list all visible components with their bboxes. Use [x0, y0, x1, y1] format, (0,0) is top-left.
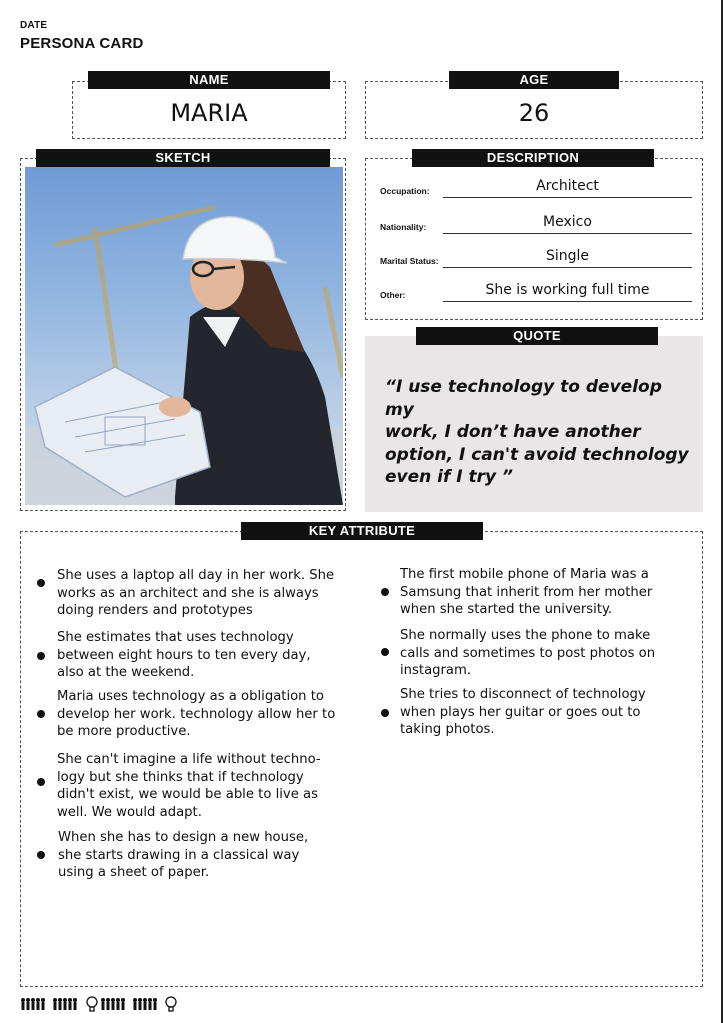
attribute-line: develop her work. technology allow her to: [57, 706, 336, 722]
persona-photo: [25, 167, 343, 505]
people-group-icon: [101, 998, 125, 1010]
description-row-other: [380, 280, 692, 302]
sketch-label: SKETCH: [36, 149, 330, 167]
description-row-occupation: [380, 176, 692, 198]
occupation-label: Occupation:: [380, 186, 430, 196]
bullet-icon: [37, 851, 45, 859]
attribute-line: She tries to disconnect of technology: [400, 687, 646, 702]
attribute-line: be more productive.: [57, 724, 191, 739]
attribute-right-2: [400, 627, 700, 680]
attribute-line: between eight hours to ten every day,: [57, 647, 311, 663]
other-underline: [443, 301, 692, 302]
quote-line: work, I don’t have another: [385, 422, 641, 442]
attribute-line: When she has to design a new house,: [58, 830, 309, 845]
nationality-value: Mexico: [543, 214, 592, 230]
attribute-line: using a sheet of paper.: [58, 865, 210, 880]
page-edge-rule: [721, 0, 723, 1023]
attribute-line: The first mobile phone of Maria was a: [400, 567, 649, 582]
attribute-line: she starts drawing in a classical way: [58, 847, 300, 863]
other-label: Other:: [380, 290, 406, 300]
bullet-icon: [381, 648, 389, 656]
key-attribute-label: KEY ATTRIBUTE: [241, 522, 483, 540]
attribute-left-3: [57, 688, 367, 741]
persona-age: 26: [518, 99, 550, 127]
bullet-icon: [381, 588, 389, 596]
bullet-icon: [381, 709, 389, 717]
attribute-right-3: [400, 686, 700, 739]
people-group-icon: [53, 998, 77, 1010]
bullet-icon: [37, 710, 45, 718]
description-label: DESCRIPTION: [412, 149, 654, 167]
persona-name: MARIA: [170, 99, 248, 127]
lightbulb-icon: [166, 997, 176, 1011]
bullet-icon: [37, 579, 45, 587]
lightbulb-icon: [87, 997, 97, 1011]
attribute-line: instagram.: [400, 663, 472, 678]
nationality-label: Nationality:: [380, 222, 427, 232]
attribute-line: taking photos.: [400, 722, 495, 737]
quote-line: “I use technology to develop my: [385, 377, 662, 420]
attribute-line: She can't imagine a life without techno-: [57, 752, 321, 767]
attribute-left-4: [57, 751, 362, 821]
quote-text: [385, 376, 695, 489]
attribute-line: also at the weekend.: [57, 665, 195, 680]
attribute-line: Maria uses technology as a obligation to: [57, 689, 324, 704]
attribute-line: Samsung that inherit from her mother: [400, 584, 653, 600]
footer-icons: [20, 995, 190, 1015]
occupation-value: Architect: [536, 178, 599, 194]
attribute-line: well. We would adapt.: [57, 804, 202, 820]
description-row-nationality: [380, 212, 692, 234]
attribute-line: doing renders and prototypes: [57, 603, 253, 618]
attribute-line: logy but she thinks that if technology: [57, 769, 304, 785]
attribute-line: when she started the university.: [400, 602, 613, 617]
attribute-line: She uses a laptop all day in her work. She: [57, 568, 335, 583]
attribute-line: works as an architect and she is always: [57, 585, 319, 601]
quote-line: even if I try ”: [385, 467, 514, 487]
attribute-left-1: [57, 567, 362, 620]
attribute-line: didn't exist, we would be able to live as: [57, 787, 318, 802]
attribute-left-2: [57, 629, 362, 682]
date-label: DATE: [20, 20, 48, 31]
attribute-line: when plays her guitar or goes out to: [400, 704, 641, 720]
attribute-left-5: [58, 829, 363, 882]
name-label: NAME: [88, 71, 330, 89]
quote-line: option, I can't avoid technology: [385, 444, 689, 465]
marital-status-underline: [443, 267, 692, 268]
bullet-icon: [37, 652, 45, 660]
nationality-underline: [443, 233, 692, 234]
bullet-icon: [37, 778, 45, 786]
age-label: AGE: [449, 71, 619, 89]
attribute-line: She normally uses the phone to make: [400, 628, 651, 643]
attribute-right-1: [400, 566, 700, 619]
quote-label: QUOTE: [416, 327, 658, 345]
description-row-marital-status: [380, 246, 692, 268]
page-title: PERSONA CARD: [20, 35, 144, 52]
marital-status-label: Marital Status:: [380, 256, 439, 266]
people-group-icon: [21, 998, 45, 1010]
attribute-line: She estimates that uses technology: [57, 630, 294, 645]
people-group-icon: [133, 998, 157, 1010]
other-value: She is working full time: [485, 282, 650, 298]
attribute-line: calls and sometimes to post photos on: [400, 645, 656, 661]
quote-box: [365, 336, 703, 512]
marital-status-value: Single: [545, 248, 590, 264]
occupation-underline: [443, 197, 692, 198]
